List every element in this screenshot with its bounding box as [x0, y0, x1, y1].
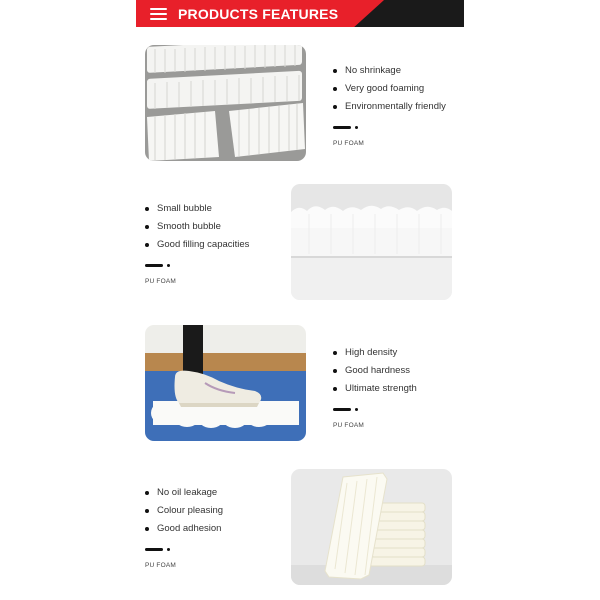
foam-block-photo: [291, 184, 452, 300]
feature-list: [333, 62, 483, 116]
stacked-foam-photo: [291, 469, 452, 585]
divider-decoration: [333, 125, 363, 129]
feature-list: [145, 484, 295, 538]
features-block-3: [333, 344, 483, 429]
feature-item: Good hardness: [333, 362, 483, 380]
feature-item: High density: [333, 344, 483, 362]
features-block-4: [145, 484, 295, 569]
bullet-icon: [145, 509, 149, 513]
feature-item: Environmentally friendly: [333, 98, 483, 116]
feature-list: [333, 344, 483, 398]
bullet-icon: [145, 207, 149, 211]
bullet-icon: [333, 387, 337, 391]
feature-item: Colour pleasing: [145, 502, 295, 520]
feature-item: No shrinkage: [333, 62, 483, 80]
feature-item: Good adhesion: [145, 520, 295, 538]
bullet-icon: [145, 225, 149, 229]
divider-decoration: [333, 407, 363, 411]
product-tag: PU FOAM: [333, 140, 365, 147]
features-block-2: [145, 200, 295, 285]
divider-decoration: [145, 547, 175, 551]
page-title: PRODUCTS FEATURES: [178, 6, 339, 22]
foot-on-foam-photo: [145, 325, 306, 441]
feature-item: Very good foaming: [333, 80, 483, 98]
bullet-icon: [333, 351, 337, 355]
bullet-icon: [145, 491, 149, 495]
feature-item: Small bubble: [145, 200, 295, 218]
bullet-icon: [333, 87, 337, 91]
feature-item: Ultimate strength: [333, 380, 483, 398]
product-tag: PU FOAM: [145, 562, 177, 569]
bullet-icon: [333, 369, 337, 373]
bullet-icon: [333, 105, 337, 109]
feature-item: Smooth bubble: [145, 218, 295, 236]
menu-icon[interactable]: [150, 8, 167, 20]
bullet-icon: [145, 527, 149, 531]
feature-item: Good filling capacities: [145, 236, 295, 254]
features-block-1: [333, 62, 483, 147]
foam-strips-photo: [145, 45, 306, 161]
divider-decoration: [145, 263, 175, 267]
feature-item: No oil leakage: [145, 484, 295, 502]
bullet-icon: [333, 69, 337, 73]
product-tag: PU FOAM: [333, 422, 365, 429]
bullet-icon: [145, 243, 149, 247]
header-banner: [136, 0, 464, 27]
feature-list: [145, 200, 295, 254]
product-tag: PU FOAM: [145, 278, 177, 285]
